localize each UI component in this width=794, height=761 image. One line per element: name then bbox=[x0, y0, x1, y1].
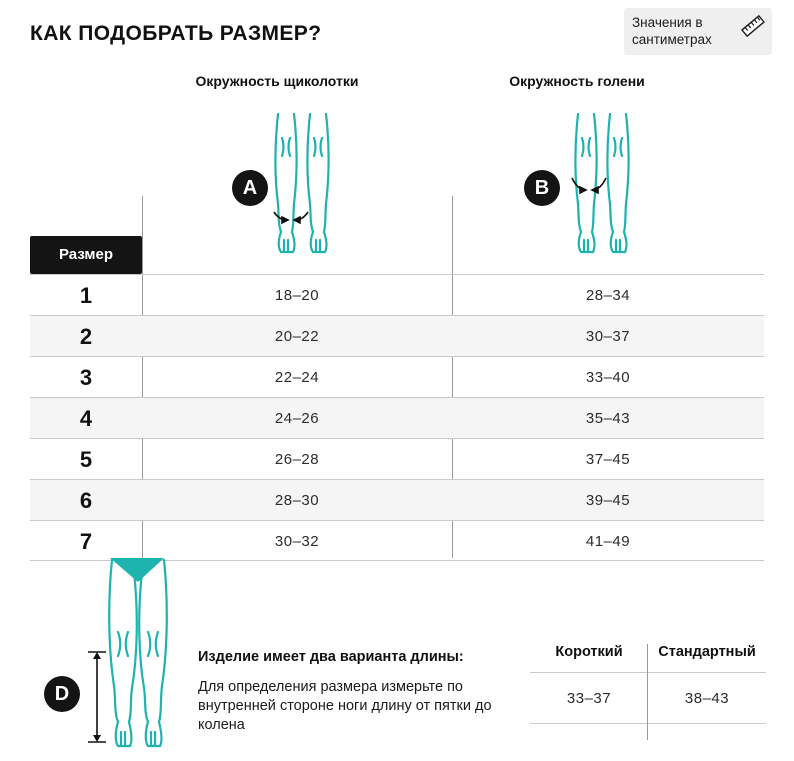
column-header-calf: Окружность голени bbox=[509, 73, 645, 89]
cell-calf: 33–40 bbox=[585, 369, 631, 386]
table-row bbox=[30, 520, 764, 561]
table-row bbox=[30, 479, 764, 520]
cell-calf: 37–45 bbox=[585, 451, 631, 468]
cell-calf: 39–45 bbox=[585, 492, 631, 509]
units-note bbox=[624, 8, 772, 55]
size-column-label: Размер bbox=[30, 236, 142, 274]
length-value-short: 33–37 bbox=[566, 690, 612, 707]
cell-ankle: 24–26 bbox=[274, 410, 320, 427]
badge-d: D bbox=[44, 676, 80, 712]
column-header-ankle: Окружность щиколотки bbox=[195, 73, 359, 89]
table-row bbox=[30, 356, 764, 397]
cell-calf: 35–43 bbox=[585, 410, 631, 427]
table-row bbox=[30, 397, 764, 438]
length-table-divider bbox=[647, 644, 648, 740]
cell-size: 2 bbox=[79, 324, 93, 349]
cell-size: 7 bbox=[79, 529, 93, 554]
length-info-lead: Изделие имеет два варианта длины: bbox=[198, 649, 464, 665]
table-row bbox=[30, 438, 764, 479]
badge-a: A bbox=[232, 170, 268, 206]
cell-calf: 41–49 bbox=[585, 533, 631, 550]
cell-size: 6 bbox=[79, 488, 93, 513]
length-table-rule-bottom bbox=[530, 723, 766, 724]
cell-size: 5 bbox=[79, 447, 93, 472]
cell-ankle: 26–28 bbox=[274, 451, 320, 468]
leg-illustration-calf bbox=[548, 112, 658, 262]
length-table bbox=[530, 644, 766, 724]
cell-size: 3 bbox=[79, 365, 93, 390]
cell-size: 4 bbox=[79, 406, 93, 431]
table-row bbox=[30, 315, 764, 356]
units-note-label: Значения в сантиметрах bbox=[632, 15, 712, 47]
cell-ankle: 18–20 bbox=[274, 287, 320, 304]
size-table bbox=[30, 274, 764, 561]
cell-calf: 28–34 bbox=[585, 287, 631, 304]
length-info-desc: Для определения размера измерьте по внутренней стороне ноги длину от пятки до колена bbox=[198, 679, 492, 733]
cell-ankle: 22–24 bbox=[274, 369, 320, 386]
length-header-standard: Стандартный bbox=[658, 644, 756, 660]
length-info bbox=[198, 648, 518, 735]
badge-b: B bbox=[524, 170, 560, 206]
length-value-standard: 38–43 bbox=[684, 690, 730, 707]
length-header-short: Короткий bbox=[555, 644, 623, 660]
cell-ankle: 30–32 bbox=[274, 533, 320, 550]
ruler-icon bbox=[740, 13, 766, 39]
page-title: КАК ПОДОБРАТЬ РАЗМЕР? bbox=[30, 22, 322, 45]
cell-ankle: 20–22 bbox=[274, 328, 320, 345]
cell-calf: 30–37 bbox=[585, 328, 631, 345]
table-row bbox=[30, 274, 764, 315]
cell-ankle: 28–30 bbox=[274, 492, 320, 509]
length-measure-arrow bbox=[86, 648, 108, 746]
cell-size: 1 bbox=[79, 283, 93, 308]
